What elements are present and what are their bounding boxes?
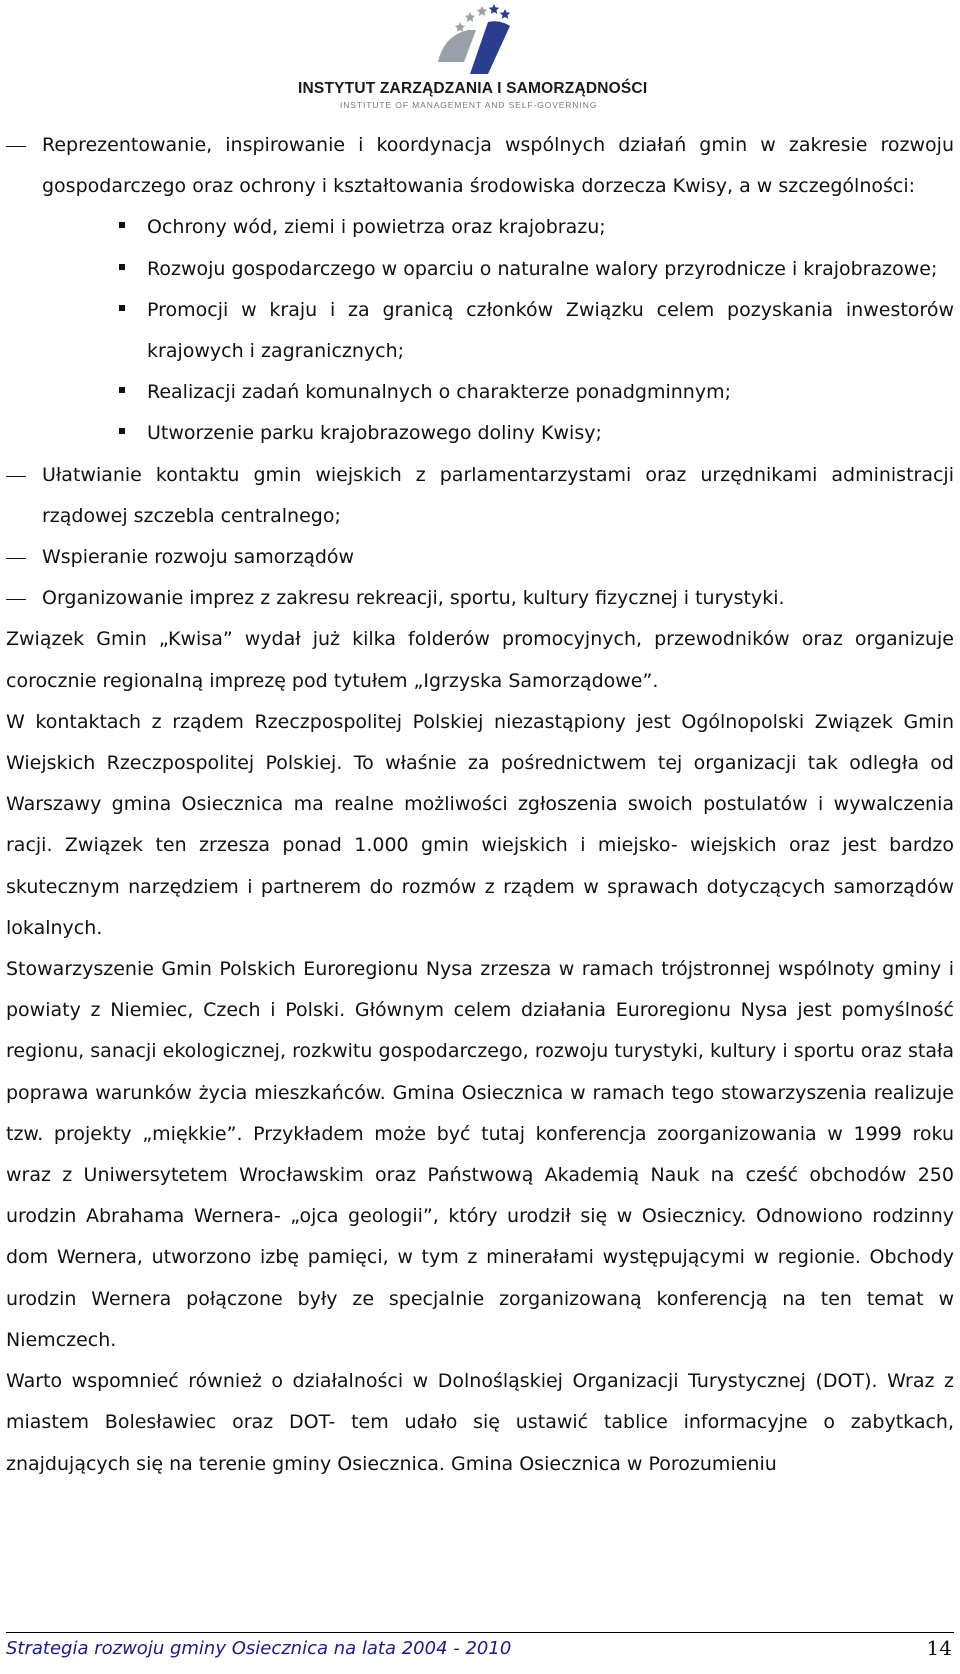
footer-title: Strategia rozwoju gminy Osiecznica na lata 2004 - 2010 bbox=[6, 1638, 512, 1659]
sub-list-item-text: Rozwoju gospodarczego w oparciu o naturalne walory przyrodnicze i krajobrazowe; bbox=[147, 257, 938, 280]
footer-divider bbox=[6, 1632, 954, 1633]
list-item-text: Reprezentowanie, inspirowanie i koordynacja wspólnych działań gmin w zakresie rozwoju gospodarczego oraz ochrony i kształtowania środowiska dorzecza Kwisy, a w szczególności: bbox=[42, 134, 954, 198]
page-header bbox=[0, 0, 960, 118]
page-number: 14 bbox=[926, 1636, 952, 1660]
paragraph-euroregion: Stowarzyszenie Gmin Polskich Euroregionu Nysa zrzesza w ramach trójstronnej wspólnoty gminy i powiaty z Niemiec, Czech i Polski. Głównym celem działania Euroregionu Nysa jest pomyślność regionu, sanacji ekologicznej, rozkwitu gospodarczego, rozwoju turystyki, kultury i sportu oraz stała poprawa warunków życia mieszkańców. Gmina Osiecznica w ramach tego stowarzyszenia realizuje tzw. projekty „miękkie”. Przykładem może być tutaj konferencja zoorganizowania w 1999 roku wraz z Uniwersytetem Wrocławskim oraz Państwową Akademią Nauk na cześć obchodów 250 urodzin Abrahama Wernera- „ojca geologii”, który urodził się w Osiecznicy. Odnowiono rodzinny dom Wernera, utworzono izbę pamięci, w tym z minerałami występującymi w regionie. Obchody urodzin Wernera połączone były ze specjalnie zorganizowaną konferencją na ten temat w Niemczech. bbox=[6, 958, 954, 1351]
dash-bullet-icon bbox=[6, 476, 26, 477]
dash-bullet-icon bbox=[6, 558, 26, 559]
paragraph-kwisa: Związek Gmin „Kwisa” wydał już kilka folderów promocyjnych, przewodników oraz organizuje corocznie regionalną imprezę pod tytułem „Igrzyska Samorządowe”. bbox=[6, 628, 954, 692]
list-item bbox=[6, 125, 954, 455]
paragraph-dot: Warto wspomnieć również o działalności w Dolnośląskiej Organizacji Turystycznej (DOT). Wraz z miastem Bolesławiec oraz DOT- tem udało się ustawić tablice informacyjne o zabytkach, znajdujących się na terenie gminy Osiecznica. Gmina Osiecznica w Porozumieniu bbox=[6, 1370, 954, 1475]
list-item-text: Wspieranie rozwoju samorządów bbox=[42, 546, 355, 569]
institute-logo-icon bbox=[430, 0, 530, 78]
sub-list-item-text: Utworzenie parku krajobrazowego doliny Kwisy; bbox=[147, 422, 602, 445]
list-item bbox=[6, 455, 954, 537]
square-bullet-icon bbox=[119, 305, 125, 311]
document-body bbox=[6, 125, 954, 1485]
list-item bbox=[6, 537, 954, 578]
square-bullet-icon bbox=[119, 428, 125, 434]
sub-list-item-text: Realizacji zadań komunalnych o charakterze ponadgminnym; bbox=[147, 381, 731, 404]
dash-bullet-icon bbox=[6, 146, 26, 147]
sub-list-item-text: Ochrony wód, ziemi i powietrza oraz krajobrazu; bbox=[147, 216, 606, 239]
sub-list-item bbox=[6, 372, 954, 413]
square-bullet-icon bbox=[119, 264, 125, 270]
sub-list-item bbox=[6, 207, 954, 248]
sub-list-item bbox=[6, 413, 954, 454]
square-bullet-icon bbox=[119, 387, 125, 393]
list-item-text: Ułatwianie kontaktu gmin wiejskich z parlamentarzystami oraz urzędnikami administracji rządowej szczebla centralnego; bbox=[42, 463, 954, 527]
logo-subtitle: INSTITUTE OF MANAGEMENT AND SELF-GOVERNING bbox=[340, 100, 598, 110]
dash-bullet-icon bbox=[6, 599, 26, 600]
list-item-text: Organizowanie imprez z zakresu rekreacji, sportu, kultury fizycznej i turystyki. bbox=[42, 587, 785, 610]
square-bullet-icon bbox=[119, 222, 125, 228]
logo-name: INSTYTUT ZARZĄDZANIA I SAMORZĄDNOŚCI bbox=[298, 80, 648, 97]
paragraph-ozgw: W kontaktach z rządem Rzeczpospolitej Polskiej niezastąpiony jest Ogólnopolski Związek Gmin Wiejskich Rzeczpospolitej Polskiej. To właśnie za pośrednictwem tej organizacji tak odległa od Warszawy gmina Osiecznica ma realne możliwości zgłoszenia swoich postulatów i wywalczenia racji. Związek ten zrzesza ponad 1.000 gmin wiejskich i miejsko- wiejskich oraz jest bardzo skutecznym narzędziem i partnerem do rozmów z rządem w sprawach dotyczących samorządów lokalnych. bbox=[6, 710, 954, 939]
sub-list-item bbox=[6, 290, 954, 372]
list-item bbox=[6, 578, 954, 619]
sub-list bbox=[42, 207, 954, 454]
sub-list-item-text: Promocji w kraju i za granicą członków Związku celem pozyskania inwestorów krajowych i zagranicznych; bbox=[147, 298, 954, 363]
sub-list-item bbox=[6, 249, 954, 290]
